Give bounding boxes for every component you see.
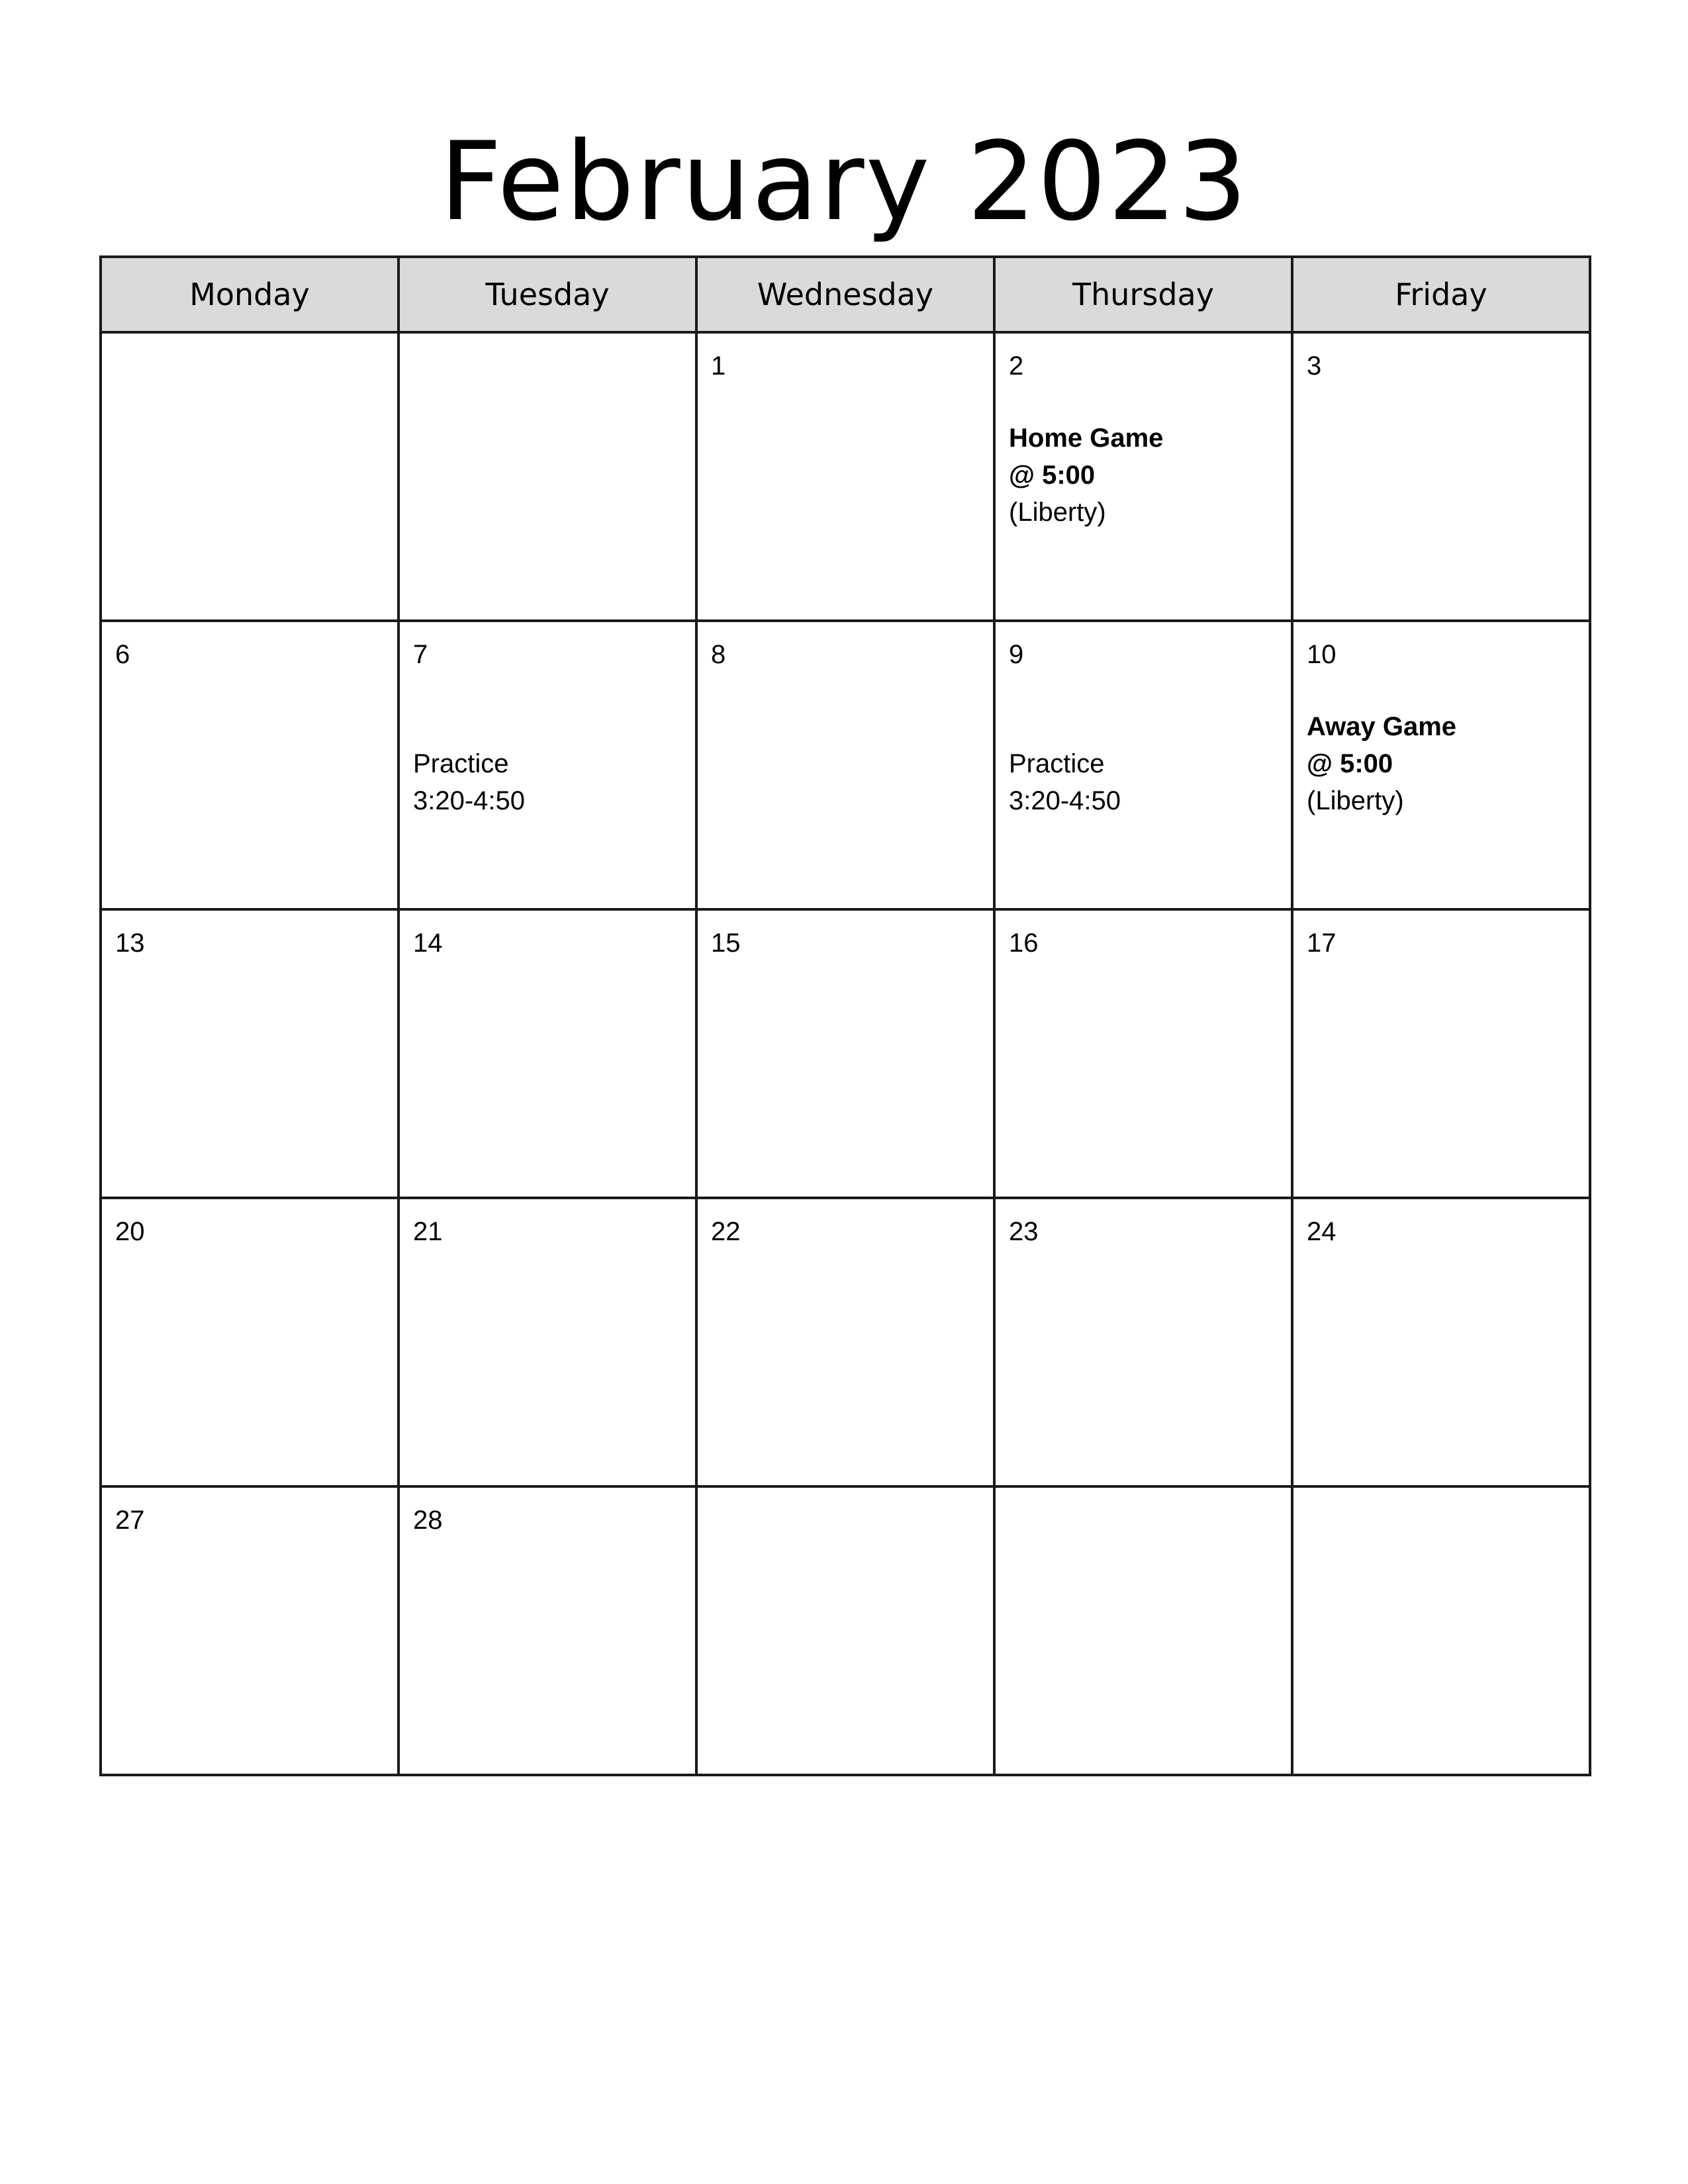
day-number: 7: [413, 640, 428, 669]
weekday-header: Tuesday: [399, 257, 696, 332]
event-name: Home Game: [1009, 424, 1164, 453]
day-cell: [994, 1198, 1292, 1486]
day-cell: [696, 621, 994, 909]
day-cell: [1292, 1486, 1590, 1775]
day-number: 28: [413, 1506, 443, 1535]
calendar-grid: [99, 255, 1591, 1776]
event-time: 3:20-4:50: [413, 786, 526, 815]
day-cell: [994, 909, 1292, 1198]
day-cell: [101, 1198, 399, 1486]
day-number: 13: [115, 929, 145, 958]
day-number: 14: [413, 929, 443, 958]
day-cell: [994, 332, 1292, 621]
day-number: 16: [1009, 929, 1039, 958]
day-cell: [399, 909, 696, 1198]
day-cell: [399, 1198, 696, 1486]
event-time: 3:20-4:50: [1009, 786, 1121, 815]
event-location: (Liberty): [1009, 498, 1106, 527]
week-row: [101, 332, 1590, 621]
day-number: 8: [711, 640, 726, 669]
day-number: 1: [711, 351, 726, 381]
day-number: 23: [1009, 1217, 1039, 1246]
day-cell: [994, 1486, 1292, 1775]
day-cell: [994, 621, 1292, 909]
event-name: Away Game: [1307, 712, 1457, 741]
week-row: [101, 1486, 1590, 1775]
weekday-header: Friday: [1292, 257, 1590, 332]
day-number: 24: [1307, 1217, 1336, 1246]
weekday-header: Monday: [101, 257, 399, 332]
day-cell: [696, 332, 994, 621]
away-game-event: [1307, 708, 1456, 819]
day-number: 3: [1307, 351, 1322, 381]
week-row: [101, 1198, 1590, 1486]
home-game-event: [1009, 420, 1163, 531]
day-cell: [696, 909, 994, 1198]
day-cell: [399, 332, 696, 621]
weekday-header: Wednesday: [696, 257, 994, 332]
day-cell: [1292, 909, 1590, 1198]
day-number: 9: [1009, 640, 1024, 669]
day-cell: [101, 909, 399, 1198]
day-number: 20: [115, 1217, 145, 1246]
day-cell: [399, 1486, 696, 1775]
practice-event: [1009, 745, 1121, 819]
day-cell: [399, 621, 696, 909]
day-number: 27: [115, 1506, 145, 1535]
practice-event: [413, 745, 525, 819]
weekday-header-row: [101, 257, 1590, 332]
week-row: [101, 621, 1590, 909]
day-number: 22: [711, 1217, 741, 1246]
day-cell: [1292, 621, 1590, 909]
weekday-header: Thursday: [994, 257, 1292, 332]
day-number: 6: [115, 640, 130, 669]
event-name: Practice: [1009, 749, 1105, 778]
event-time: @ 5:00: [1009, 461, 1096, 490]
day-number: 17: [1307, 929, 1336, 958]
day-cell: [1292, 332, 1590, 621]
day-cell: [696, 1486, 994, 1775]
day-cell: [101, 621, 399, 909]
page-title: February 2023: [439, 118, 1249, 245]
event-location: (Liberty): [1307, 786, 1404, 815]
event-name: Practice: [413, 749, 509, 778]
day-cell: [1292, 1198, 1590, 1486]
day-cell: [696, 1198, 994, 1486]
day-number: 10: [1307, 640, 1336, 669]
day-cell: [101, 1486, 399, 1775]
week-row: [101, 909, 1590, 1198]
event-time: @ 5:00: [1307, 749, 1393, 778]
day-number: 21: [413, 1217, 443, 1246]
day-cell: [101, 332, 399, 621]
day-number: 15: [711, 929, 741, 958]
day-number: 2: [1009, 351, 1024, 381]
